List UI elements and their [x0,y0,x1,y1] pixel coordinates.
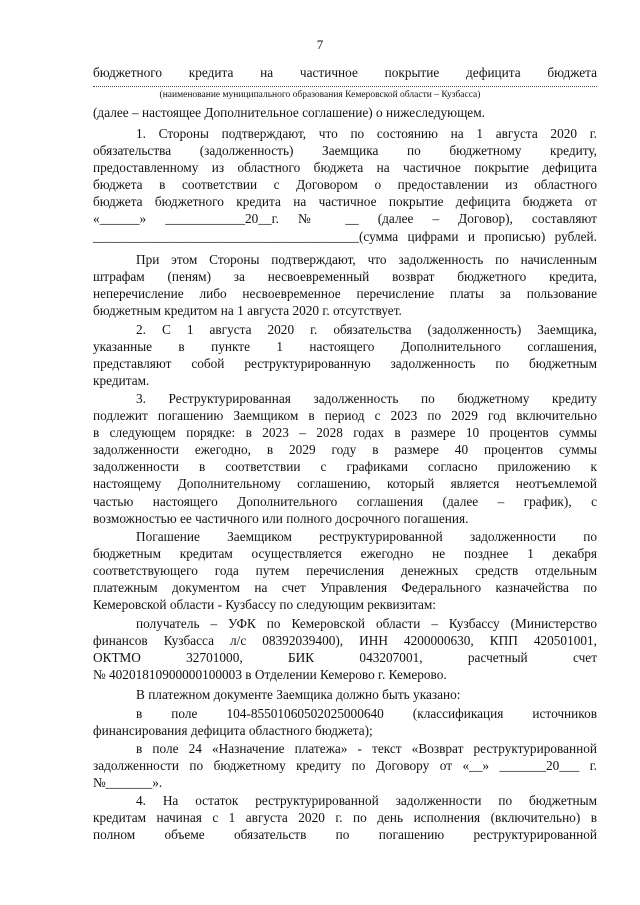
sum-line: ________________________________________(сумма цифрами и прописью) рублей. [93,228,597,244]
top-line: бюджетного кредита на частичное покрытие дефицита бюджета [93,65,597,80]
paragraph-2: При этом Стороны подтверждают, что задолженность по начисленным штрафам (пеням) за несвоевременный возврат бюджетного кредита, неперечисление либо несвоевременное перечисление платы за пользование бюджетным кредитом на 1 августа 2020 г. отсутствует. [93,252,597,319]
paragraph-field-24: в поле 24 «Назначение платежа» - текст «Возврат реструктурированной задолженности по бюджетному кредиту по Договору от «__» _______20___ г. №_______». [93,741,597,791]
paragraph-1: 1. Стороны подтверждают, что по состоянию на 1 августа 2020 г. обязательства (задолженность) Заемщика по бюджетному кредиту, предоставленному из областного бюджета на частичное покрытие дефицита бюджета в соответствии с Договором о предоставлении из областного бюджета бюджетного кредита на частичное покрытие дефицита бюджета от «______» ____________20__г. № __ (далее – Договор), составляют ________________________________________(сумма цифрами и прописью) рублей. [93,126,597,244]
contract-date-line: «______» ____________20__г. № __ (далее – Договор), составляют [93,211,597,227]
paragraph-item-2: 2. С 1 августа 2020 г. обязательства (задолженность) Заемщика, указанные в пункте 1 настоящего Дополнительного соглашения, представляют собой реструктурированную задолженность по бюджетным кредитам. [93,322,597,389]
municipality-caption: (наименование муниципального образования Кемеровской области – Кузбасса) [159,90,481,100]
paragraph-item-3: 3. Реструктурированная задолженность по бюджетному кредиту подлежит погашению Заемщиком в период с 2023 по 2029 год включительно в следующем порядке: в 2023 – 2028 годах в размере 10 процентов суммы задолженности ежегодно, в 2029 году в размере 40 процентов суммы задолженности в соответствии с графиками согласно приложению к настоящему Дополнительному соглашению, который является неотъемлемой частью настоящего Дополнительного соглашения (далее – график), с возможностью ее частичного или полного досрочного погашения. [93,391,597,526]
paragraph-repayment: Погашение Заемщиком реструктурированной задолженности по бюджетным кредитам осуществляется ежегодно не позднее 1 декабря соответствующего года путем перечисления денежных средств отдельным платежным документом на счет Управления Федерального казначейства по Кемеровской области - Кузбассу по следующим реквизитам: [93,529,597,613]
page-number: 7 [316,37,324,52]
dotted-fill-line [93,86,597,87]
paragraph-item-4: 4. На остаток реструктурированной задолженности по бюджетным кредитам начиная с 1 августа 2020 г. по день исполнения (включительно) в полном объеме обязательств по погашению реструктурированной [93,793,597,843]
intro-line: (далее – настоящее Дополнительное соглашение) о нижеследующем. [93,105,485,120]
paragraph-field-104: в поле 104-85501060502025000640 (классификация источников финансирования дефицита областного бюджета); [93,706,597,739]
paragraph-recipient: получатель – УФК по Кемеровской области – Кузбассу (Министерство финансов Кузбасса л/с 08392039400), ИНН 4200000630, КПП 420501001, ОКТМО 32701000, БИК 043207001, расчетный счет № 40201810900000100003 в Отделении Кемерово г. Кемерово. [93,616,597,683]
paragraph-payment-doc: В платежном документе Заемщика должно быть указано: [136,687,461,702]
